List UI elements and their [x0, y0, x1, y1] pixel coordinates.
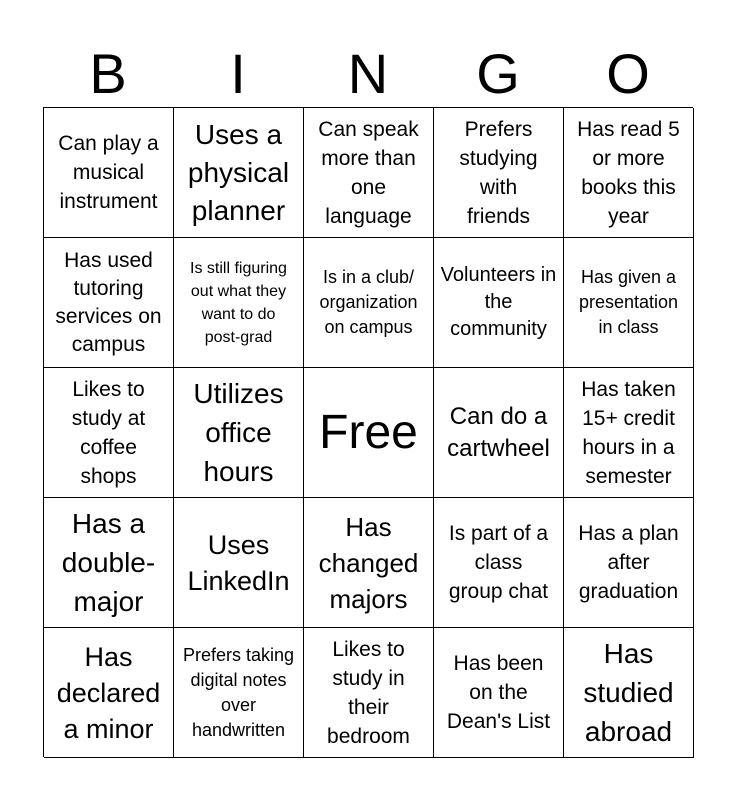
cell-text: Has declared a minor: [56, 641, 161, 744]
header-letter-i: I: [230, 42, 246, 105]
bingo-board: [43, 107, 693, 757]
bingo-cell[interactable]: [434, 368, 564, 498]
header-letter-n: N: [347, 42, 389, 105]
bingo-cell[interactable]: [44, 368, 174, 498]
free-space[interactable]: [304, 368, 434, 498]
bingo-cell[interactable]: [304, 238, 434, 368]
bingo-cell[interactable]: [304, 108, 434, 238]
bingo-cell[interactable]: [174, 498, 304, 628]
cell-text: Has a plan after graduation: [578, 522, 679, 603]
cell-text: Can do a cartwheel: [447, 402, 550, 462]
bingo-cell[interactable]: [44, 628, 174, 758]
bingo-cell[interactable]: [174, 628, 304, 758]
bingo-cell[interactable]: [564, 238, 694, 368]
bingo-cell[interactable]: [174, 108, 304, 238]
header-letter-g: G: [476, 42, 520, 105]
cell-text: Is part of a class group chat: [448, 522, 549, 603]
bingo-cell[interactable]: [304, 628, 434, 758]
bingo-cell[interactable]: [434, 498, 564, 628]
cell-text: Likes to study in their bedroom: [327, 637, 410, 748]
bingo-cell[interactable]: [44, 238, 174, 368]
cell-text: Can speak more than one language: [318, 117, 419, 228]
cell-text: Uses a physical planner: [187, 118, 290, 226]
cell-text: Uses LinkedIn: [187, 529, 290, 596]
bingo-cell[interactable]: [564, 628, 694, 758]
cell-text: Volunteers in the community: [440, 264, 557, 340]
cell-text: Has been on the Dean's List: [446, 652, 551, 733]
bingo-cell[interactable]: [564, 368, 694, 498]
bingo-cell[interactable]: [434, 628, 564, 758]
bingo-cell[interactable]: [174, 238, 304, 368]
bingo-cell[interactable]: [174, 368, 304, 498]
header-letter-o: O: [606, 42, 650, 105]
cell-text: Utilizes office hours: [193, 378, 284, 487]
free-space-text: Free: [319, 405, 418, 459]
cell-text: Can play a musical instrument: [58, 132, 159, 213]
bingo-cell[interactable]: [564, 498, 694, 628]
bingo-cell[interactable]: [44, 498, 174, 628]
bingo-cell[interactable]: [44, 108, 174, 238]
cell-text: Has changed majors: [318, 511, 419, 614]
bingo-cell[interactable]: [564, 108, 694, 238]
cell-text: Likes to study at coffee shops: [71, 377, 146, 488]
cell-text: Has given a presentation in class: [578, 267, 679, 337]
cell-text: Has studied abroad: [583, 638, 674, 747]
bingo-cell[interactable]: [434, 238, 564, 368]
cell-text: Has taken 15+ credit hours in a semester: [581, 377, 676, 488]
cell-text: Prefers taking digital notes over handwritten: [182, 644, 295, 740]
bingo-cell[interactable]: [304, 498, 434, 628]
cell-text: Prefers studying with friends: [459, 117, 538, 228]
cell-text: Has a double-major: [61, 508, 156, 617]
bingo-header: [43, 40, 693, 108]
cell-text: Is in a club/ organization on campus: [319, 267, 418, 337]
cell-text: Is still figuring out what they want to do post-grad: [190, 259, 287, 346]
bingo-cell[interactable]: [434, 108, 564, 238]
cell-text: Has used tutoring services on campus: [55, 248, 162, 356]
header-letter-b: B: [89, 42, 127, 105]
cell-text: Has read 5 or more books this year: [577, 117, 680, 228]
